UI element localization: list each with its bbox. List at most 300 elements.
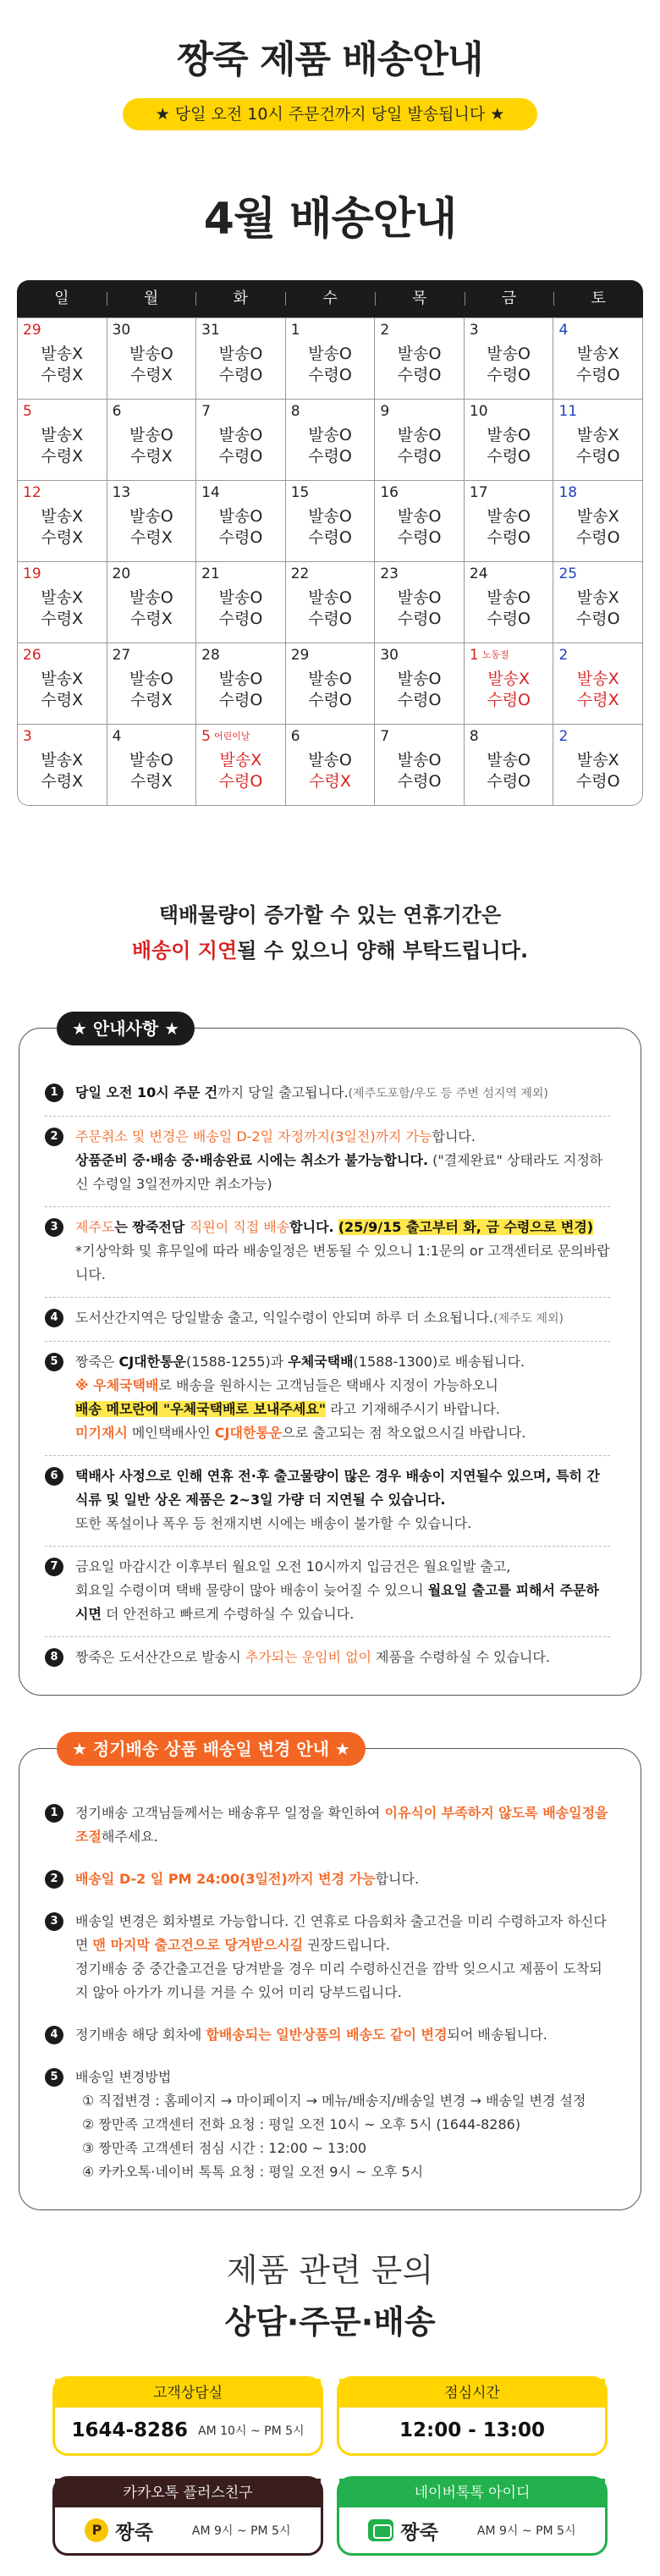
ship-status: 발송O bbox=[308, 426, 352, 444]
calendar-day-cell bbox=[18, 725, 107, 805]
item-number: 4 bbox=[45, 1309, 63, 1327]
guide-text: 합니다. bbox=[432, 1128, 476, 1145]
calendar-day-cell bbox=[107, 318, 196, 399]
calendar-day-cell bbox=[374, 562, 464, 643]
holiday-notice bbox=[0, 897, 660, 968]
calendar-day-cell bbox=[195, 481, 285, 561]
calendar-day-number bbox=[113, 484, 191, 501]
weekday-label: 일 bbox=[54, 290, 69, 307]
guide-item bbox=[45, 1073, 610, 1117]
phone-number[interactable]: 1644-8286 bbox=[71, 2419, 189, 2441]
ship-status: 발송O bbox=[308, 507, 352, 526]
sub-text: 배송일 D-2 일 PM 24:00(3일전)까지 변경 가능 bbox=[75, 1871, 376, 1887]
day-number: 9 bbox=[380, 403, 390, 420]
receive-status: 수령O bbox=[218, 528, 263, 547]
guide-text: CJ대한통운 bbox=[118, 1354, 186, 1370]
calendar-day-cell bbox=[374, 725, 464, 805]
day-number: 27 bbox=[112, 647, 131, 664]
receive-status: 수령X bbox=[130, 772, 173, 791]
day-number: 20 bbox=[112, 565, 131, 582]
guide-text: 당일 오전 10시 주문 건 bbox=[75, 1084, 218, 1100]
lunch-time: 12:00 - 13:00 bbox=[399, 2419, 545, 2441]
calendar-day-cell bbox=[195, 643, 285, 724]
day-number: 15 bbox=[290, 484, 310, 501]
ship-status: 발송O bbox=[397, 426, 442, 444]
day-number: 3 bbox=[469, 322, 479, 339]
ship-status: 발송X bbox=[576, 507, 619, 526]
day-number: 23 bbox=[380, 565, 399, 582]
delay-emphasis: 배송이 지연 bbox=[131, 939, 238, 963]
ship-status: 발송X bbox=[576, 588, 619, 607]
subscription-item bbox=[45, 1859, 610, 1901]
calendar-day-number bbox=[23, 565, 102, 582]
kakao-hours: AM 9시 ~ PM 5시 bbox=[191, 2524, 291, 2538]
guide-text: 미기재시 bbox=[75, 1425, 128, 1441]
change-method: ④ 카카오톡·네이버 톡톡 요청 : 평일 오전 9시 ~ 오후 5시 bbox=[82, 2164, 424, 2180]
receive-status: 수령X bbox=[576, 691, 619, 709]
receive-status: 수령X bbox=[130, 691, 173, 709]
guide-item bbox=[45, 1117, 610, 1207]
naver-hours: AM 9시 ~ PM 5시 bbox=[476, 2524, 576, 2538]
sub-text: 합니다. bbox=[375, 1871, 420, 1887]
calendar-day-number bbox=[470, 322, 548, 339]
receive-status: 수령O bbox=[308, 528, 352, 547]
ship-status: 발송O bbox=[487, 751, 531, 769]
receive-status: 수령O bbox=[575, 528, 620, 547]
day-number: 1 bbox=[469, 647, 479, 664]
guide-text: CJ대한통운 bbox=[214, 1425, 283, 1441]
guide-text: (1588-1255)과 bbox=[186, 1354, 289, 1370]
calendar-day-cell bbox=[195, 400, 285, 480]
holiday-notice-line1: 택배물량이 증가할 수 있는 연휴기간은 bbox=[158, 903, 502, 927]
guide-box bbox=[19, 1018, 641, 1696]
subscription-item bbox=[45, 1901, 610, 2015]
kakao-card-head: 카카오톡 플러스친구 bbox=[55, 2479, 321, 2507]
calendar-day-cell bbox=[18, 643, 107, 724]
guide-text: 배송 메모란에 "우체국택배로 보내주세요" bbox=[75, 1401, 327, 1417]
guide-text: 월요일 출고를 피해서 주문하시면 bbox=[75, 1582, 599, 1622]
calendar-day-number bbox=[291, 565, 370, 582]
phone-hours: AM 10시 ~ PM 5시 bbox=[198, 2424, 305, 2438]
calendar-day-number bbox=[23, 728, 102, 745]
calendar-week-row bbox=[18, 317, 642, 399]
calendar-day-cell bbox=[195, 725, 285, 805]
ship-status: 발송O bbox=[308, 751, 352, 769]
calendar-day-cell bbox=[464, 562, 553, 643]
contact-cards bbox=[52, 2376, 608, 2576]
guide-item bbox=[45, 1637, 610, 1680]
receive-status: 수령O bbox=[487, 528, 531, 547]
calendar-day-cell bbox=[18, 318, 107, 399]
subscription-label: ★ 정기배송 상품 배송일 변경 안내 ★ bbox=[57, 1732, 366, 1766]
receive-status: 수령X bbox=[41, 528, 84, 547]
calendar-day-number bbox=[558, 728, 637, 745]
calendar-day-cell bbox=[285, 725, 375, 805]
day-number: 21 bbox=[201, 565, 220, 582]
calendar-day-cell bbox=[553, 400, 642, 480]
calendar-day-cell bbox=[195, 318, 285, 399]
sub-text: 정기배송 고객님들께서는 배송휴무 일정을 확인하여 bbox=[75, 1805, 385, 1821]
calendar-day-number bbox=[380, 647, 459, 664]
shipping-calendar bbox=[17, 280, 643, 806]
phone-card-head: 고객상담실 bbox=[55, 2379, 321, 2408]
calendar-day-number bbox=[113, 647, 191, 664]
receive-status: 수령O bbox=[487, 691, 531, 709]
receive-status: 수령O bbox=[218, 691, 263, 709]
ship-status: 발송O bbox=[218, 670, 263, 688]
guide-text: 라고 기재해주시기 바랍니다. bbox=[326, 1401, 500, 1417]
calendar-day-cell bbox=[464, 481, 553, 561]
day-number: 2 bbox=[558, 647, 569, 664]
kakao-card[interactable] bbox=[52, 2476, 323, 2556]
calendar-day-cell bbox=[464, 725, 553, 805]
item-number: 4 bbox=[45, 2026, 63, 2044]
day-number: 16 bbox=[380, 484, 399, 501]
calendar-title: 4월 배송안내 bbox=[203, 194, 457, 245]
guide-text: 더 안전하고 빠르게 수령하실 수 있습니다. bbox=[101, 1606, 355, 1622]
day-number: 26 bbox=[23, 647, 41, 664]
guide-item bbox=[45, 1207, 610, 1298]
weekday-label: 월 bbox=[107, 280, 196, 317]
day-number: 24 bbox=[469, 565, 488, 582]
ship-status: 발송X bbox=[487, 670, 531, 688]
calendar-day-number bbox=[113, 403, 191, 420]
ship-status: 발송O bbox=[218, 588, 263, 607]
guide-text: (제주도 제외) bbox=[493, 1312, 564, 1326]
day-number: 31 bbox=[201, 322, 220, 339]
calendar-day-cell bbox=[107, 481, 196, 561]
receive-status: 수령O bbox=[218, 366, 263, 384]
day-number: 7 bbox=[380, 728, 390, 745]
day-number: 1 bbox=[290, 322, 300, 339]
calendar-day-number bbox=[23, 484, 102, 501]
ship-status: 발송O bbox=[397, 751, 442, 769]
weekday-label: 수 bbox=[285, 280, 375, 317]
inquiry-subtitle: 상담·주문·배송 bbox=[224, 2303, 436, 2341]
weekday-label: 화 bbox=[195, 280, 285, 317]
receive-status: 수령O bbox=[487, 366, 531, 384]
calendar-day-number bbox=[470, 647, 548, 664]
sub-text: 배송일 변경방법 bbox=[75, 2069, 172, 2085]
guide-text: 짱죽은 bbox=[75, 1354, 119, 1370]
calendar-day-number bbox=[201, 728, 280, 745]
receive-status: 수령O bbox=[308, 610, 352, 628]
day-number: 6 bbox=[290, 728, 300, 745]
ship-status: 발송O bbox=[487, 345, 531, 363]
day-number: 13 bbox=[112, 484, 131, 501]
ship-status: 발송O bbox=[487, 588, 531, 607]
item-number: 5 bbox=[45, 2068, 63, 2087]
guide-text: 직원이 직접 배송 bbox=[189, 1219, 290, 1235]
calendar-week-row bbox=[18, 724, 642, 805]
day-number: 14 bbox=[201, 484, 220, 501]
ship-status: 발송O bbox=[397, 588, 442, 607]
calendar-day-cell bbox=[285, 481, 375, 561]
sub-text: 되어 배송됩니다. bbox=[447, 2027, 547, 2043]
receive-status: 수령O bbox=[308, 691, 352, 709]
inquiry-title: 제품 관련 문의 bbox=[226, 2252, 434, 2289]
item-number: 5 bbox=[45, 1353, 63, 1371]
guide-text: (1588-1300)로 배송됩니다. bbox=[353, 1354, 525, 1370]
sub-text: 정기배송 해당 회차에 bbox=[75, 2027, 206, 2043]
receive-status: 수령X bbox=[41, 447, 84, 466]
item-number: 3 bbox=[45, 1912, 63, 1931]
holiday-notice-line2 bbox=[0, 933, 660, 968]
ship-status: 발송X bbox=[576, 751, 619, 769]
ship-status: 발송X bbox=[41, 345, 84, 363]
weekday-label: 토 bbox=[553, 280, 643, 317]
receive-status: 수령X bbox=[130, 366, 173, 384]
calendar-day-number bbox=[380, 403, 459, 420]
calendar-day-number bbox=[113, 565, 191, 582]
receive-status: 수령X bbox=[130, 610, 173, 628]
sub-text: 정기배송 중 중간출고건을 당겨받을 경우 미리 수령하신건을 깜박 잊으시고 제품이 도착되지 않아 아가가 끼니를 거를 수 있어 미리 당부드립니다. bbox=[75, 1961, 602, 2000]
item-number: 2 bbox=[45, 1128, 63, 1146]
guide-text: ("결제완료" 상태라도 지정하신 수령일 3일전까지만 취소가능) bbox=[75, 1152, 603, 1192]
calendar-week-row bbox=[18, 399, 642, 480]
guide-text: 까지 당일 출고됩니다. bbox=[217, 1084, 349, 1100]
guide-text: 추가되는 운임비 없이 bbox=[245, 1649, 372, 1665]
calendar-day-number bbox=[113, 322, 191, 339]
receive-status: 수령O bbox=[575, 772, 620, 791]
guide-text: 또한 폭설이나 폭우 등 천재지변 시에는 배송이 불가할 수 있습니다. bbox=[75, 1515, 472, 1531]
same-day-banner: ★ 당일 오전 10시 주문건까지 당일 발송됩니다 ★ bbox=[123, 98, 537, 130]
holiday-note: 어린이날 bbox=[213, 731, 250, 742]
receive-status: 수령O bbox=[308, 366, 352, 384]
day-number: 30 bbox=[112, 322, 131, 339]
calendar-day-number bbox=[380, 565, 459, 582]
guide-text: 택배사 사정으로 인해 연휴 전·후 출고물량이 많은 경우 배송이 지연될수 있으며, 특히 간식류 및 일반 상온 제품은 2~3일 가량 더 지연될 수 있습니다. bbox=[75, 1468, 600, 1508]
calendar-day-cell bbox=[553, 725, 642, 805]
calendar-weekday-header bbox=[17, 280, 643, 317]
calendar-day-cell bbox=[18, 481, 107, 561]
calendar-day-number bbox=[113, 728, 191, 745]
ship-status: 발송O bbox=[308, 345, 352, 363]
day-number: 10 bbox=[469, 403, 488, 420]
ship-status: 발송O bbox=[218, 426, 263, 444]
calendar-day-number bbox=[23, 403, 102, 420]
phone-card bbox=[52, 2376, 323, 2456]
receive-status: 수령O bbox=[575, 447, 620, 466]
receive-status: 수령X bbox=[130, 447, 173, 466]
ship-status: 발송O bbox=[129, 751, 173, 769]
ship-status: 발송X bbox=[41, 670, 84, 688]
receive-status: 수령X bbox=[41, 691, 84, 709]
sub-text: 해주세요. bbox=[101, 1829, 158, 1845]
guide-text: 합니다. bbox=[289, 1219, 334, 1235]
item-number: 8 bbox=[45, 1648, 63, 1667]
kakao-brand-name: 짱죽 bbox=[115, 2521, 153, 2544]
receive-status: 수령O bbox=[218, 447, 263, 466]
calendar-day-number bbox=[291, 484, 370, 501]
guide-text: 짱죽은 도서산간으로 발송시 bbox=[75, 1649, 245, 1665]
ship-status: 발송O bbox=[129, 426, 173, 444]
day-number: 3 bbox=[23, 728, 32, 745]
naver-brand-name: 짱죽 bbox=[400, 2521, 438, 2544]
receive-status: 수령O bbox=[397, 447, 442, 466]
receive-status: 수령O bbox=[397, 772, 442, 791]
calendar-day-cell bbox=[285, 318, 375, 399]
calendar-day-cell bbox=[285, 562, 375, 643]
naver-card[interactable] bbox=[337, 2476, 608, 2556]
ship-status: 발송O bbox=[218, 345, 263, 363]
calendar-day-number bbox=[291, 322, 370, 339]
ship-status: 발송O bbox=[129, 588, 173, 607]
ship-status: 발송X bbox=[576, 670, 619, 688]
change-method: ② 짱만족 고객센터 전화 요청 : 평일 오전 10시 ~ 오후 5시 (1644-8286) bbox=[82, 2116, 521, 2132]
sub-text: 권장드립니다. bbox=[303, 1937, 391, 1953]
ship-status: 발송O bbox=[487, 507, 531, 526]
item-number: 2 bbox=[45, 1870, 63, 1889]
guide-label: ★ 안내사항 ★ bbox=[57, 1012, 195, 1045]
day-number: 4 bbox=[112, 728, 122, 745]
calendar-day-cell bbox=[553, 318, 642, 399]
day-number: 17 bbox=[469, 484, 488, 501]
calendar-day-cell bbox=[553, 562, 642, 643]
calendar-week-row bbox=[18, 643, 642, 724]
subscription-box bbox=[19, 1739, 641, 2210]
receive-status: 수령O bbox=[397, 528, 442, 547]
calendar-day-number bbox=[291, 403, 370, 420]
calendar-day-cell bbox=[374, 318, 464, 399]
change-method: ① 직접변경 : 홈페이지 → 마이페이지 → 메뉴/배송지/배송일 변경 → 배송일 변경 설정 bbox=[82, 2093, 586, 2109]
calendar-day-cell bbox=[18, 562, 107, 643]
receive-status: 수령O bbox=[487, 447, 531, 466]
guide-text: (25/9/15 출고부터 화, 금 수령으로 변경) bbox=[338, 1219, 594, 1235]
calendar-day-cell bbox=[107, 400, 196, 480]
calendar-day-number bbox=[558, 484, 637, 501]
day-number: 4 bbox=[558, 322, 569, 339]
receive-status: 수령O bbox=[397, 366, 442, 384]
calendar-day-number bbox=[558, 403, 637, 420]
day-number: 7 bbox=[201, 403, 211, 420]
day-number: 8 bbox=[469, 728, 479, 745]
receive-status: 수령O bbox=[218, 772, 263, 791]
weekday-label: 금 bbox=[465, 280, 554, 317]
calendar-day-number bbox=[201, 647, 280, 664]
ship-status: 발송X bbox=[219, 751, 262, 769]
receive-status: 수령O bbox=[575, 366, 620, 384]
calendar-day-cell bbox=[18, 400, 107, 480]
calendar-day-cell bbox=[374, 481, 464, 561]
calendar-day-cell bbox=[553, 643, 642, 724]
calendar-day-number bbox=[201, 403, 280, 420]
receive-status: 수령X bbox=[41, 610, 84, 628]
calendar-day-number bbox=[558, 322, 637, 339]
holiday-notice-line2-rest: 될 수 있으니 양해 부탁드립니다. bbox=[237, 939, 529, 963]
day-number: 2 bbox=[558, 728, 569, 745]
item-number: 1 bbox=[45, 1084, 63, 1102]
change-method: ③ 짱만족 고객센터 점심 시간 : 12:00 ~ 13:00 bbox=[82, 2140, 367, 2156]
guide-text: 메인택배사인 bbox=[127, 1425, 215, 1441]
calendar-day-number bbox=[380, 484, 459, 501]
guide-text: 우체국택배 bbox=[288, 1354, 354, 1370]
receive-status: 수령X bbox=[41, 772, 84, 791]
day-number: 2 bbox=[380, 322, 390, 339]
day-number: 19 bbox=[23, 565, 41, 582]
day-number: 28 bbox=[201, 647, 220, 664]
calendar-day-number bbox=[201, 322, 280, 339]
guide-text: 는 짱죽전담 bbox=[114, 1219, 190, 1235]
item-number: 3 bbox=[45, 1218, 63, 1237]
calendar-day-number bbox=[291, 647, 370, 664]
guide-text: 으로 출고되는 점 착오없으시길 바랍니다. bbox=[282, 1425, 526, 1441]
calendar-day-cell bbox=[464, 318, 553, 399]
sub-text: 맨 마지막 출고건으로 당겨받으시길 bbox=[92, 1937, 304, 1953]
calendar-day-number bbox=[470, 403, 548, 420]
lunch-card bbox=[337, 2376, 608, 2456]
ship-status: 발송O bbox=[218, 507, 263, 526]
guide-text: 로 배송을 원하시는 고객님들은 택배사 지정이 가능하오니 bbox=[158, 1377, 498, 1393]
ship-status: 발송O bbox=[397, 345, 442, 363]
subscription-item bbox=[45, 2015, 610, 2057]
day-number: 5 bbox=[201, 728, 211, 745]
ship-status: 발송X bbox=[41, 751, 84, 769]
receive-status: 수령O bbox=[575, 610, 620, 628]
calendar-day-number bbox=[470, 565, 548, 582]
ship-status: 발송X bbox=[576, 345, 619, 363]
calendar-day-number bbox=[380, 728, 459, 745]
subscription-item bbox=[45, 2057, 610, 2194]
receive-status: 수령X bbox=[130, 528, 173, 547]
calendar-day-cell bbox=[464, 643, 553, 724]
day-number: 29 bbox=[23, 322, 41, 339]
guide-text: (제주도포함/우도 등 주변 섬지역 제외) bbox=[348, 1087, 548, 1100]
naver-card-head: 네이버톡톡 아이디 bbox=[339, 2479, 605, 2507]
day-number: 5 bbox=[23, 403, 32, 420]
subscription-item bbox=[45, 1793, 610, 1859]
day-number: 22 bbox=[290, 565, 310, 582]
ship-status: 발송O bbox=[308, 588, 352, 607]
guide-text: 도서산간지역은 당일발송 출고, 익일수령이 안되며 하루 더 소요됩니다. bbox=[75, 1310, 493, 1326]
calendar-day-cell bbox=[285, 643, 375, 724]
calendar-week-row bbox=[18, 480, 642, 561]
day-number: 11 bbox=[558, 403, 578, 420]
calendar-day-cell bbox=[107, 643, 196, 724]
calendar-week-row bbox=[18, 561, 642, 643]
ship-status: 발송O bbox=[397, 670, 442, 688]
day-number: 18 bbox=[558, 484, 578, 501]
guide-text: ※ 우체국택배 bbox=[75, 1377, 159, 1393]
calendar-day-number bbox=[291, 728, 370, 745]
calendar-day-cell bbox=[285, 400, 375, 480]
weekday-label: 목 bbox=[375, 280, 465, 317]
receive-status: 수령O bbox=[397, 691, 442, 709]
guide-text: 회요일 수령이며 택배 물량이 많아 배송이 늦어질 수 있으니 bbox=[75, 1582, 428, 1598]
ship-status: 발송X bbox=[576, 426, 619, 444]
calendar-day-number bbox=[558, 647, 637, 664]
day-number: 8 bbox=[290, 403, 300, 420]
guide-text: 금요일 마감시간 이후부터 월요일 오전 10시까지 입금건은 월요일발 출고, bbox=[75, 1558, 511, 1575]
guide-item bbox=[45, 1547, 610, 1637]
calendar-day-number bbox=[470, 728, 548, 745]
item-number: 1 bbox=[45, 1804, 63, 1823]
day-number: 29 bbox=[290, 647, 310, 664]
ship-status: 발송X bbox=[41, 588, 84, 607]
sub-text: 배송일 변경은 회차별로 가능합니다. 긴 연휴로 다음회차 출고건을 미리 수령하고자 하신다면 bbox=[75, 1913, 607, 1953]
calendar-day-number bbox=[470, 484, 548, 501]
day-number: 25 bbox=[558, 565, 578, 582]
item-number: 6 bbox=[45, 1467, 63, 1486]
day-number: 12 bbox=[23, 484, 41, 501]
ship-status: 발송X bbox=[41, 507, 84, 526]
calendar-day-cell bbox=[195, 562, 285, 643]
receive-status: 수령O bbox=[487, 772, 531, 791]
calendar-day-number bbox=[23, 647, 102, 664]
receive-status: 수령X bbox=[41, 366, 84, 384]
guide-text: *기상악화 및 휴무일에 따라 배송일정은 변동될 수 있으니 1:1문의 or 고객센터로 문의바랍니다. bbox=[75, 1243, 610, 1282]
kakao-plus-icon: P bbox=[85, 2518, 108, 2542]
